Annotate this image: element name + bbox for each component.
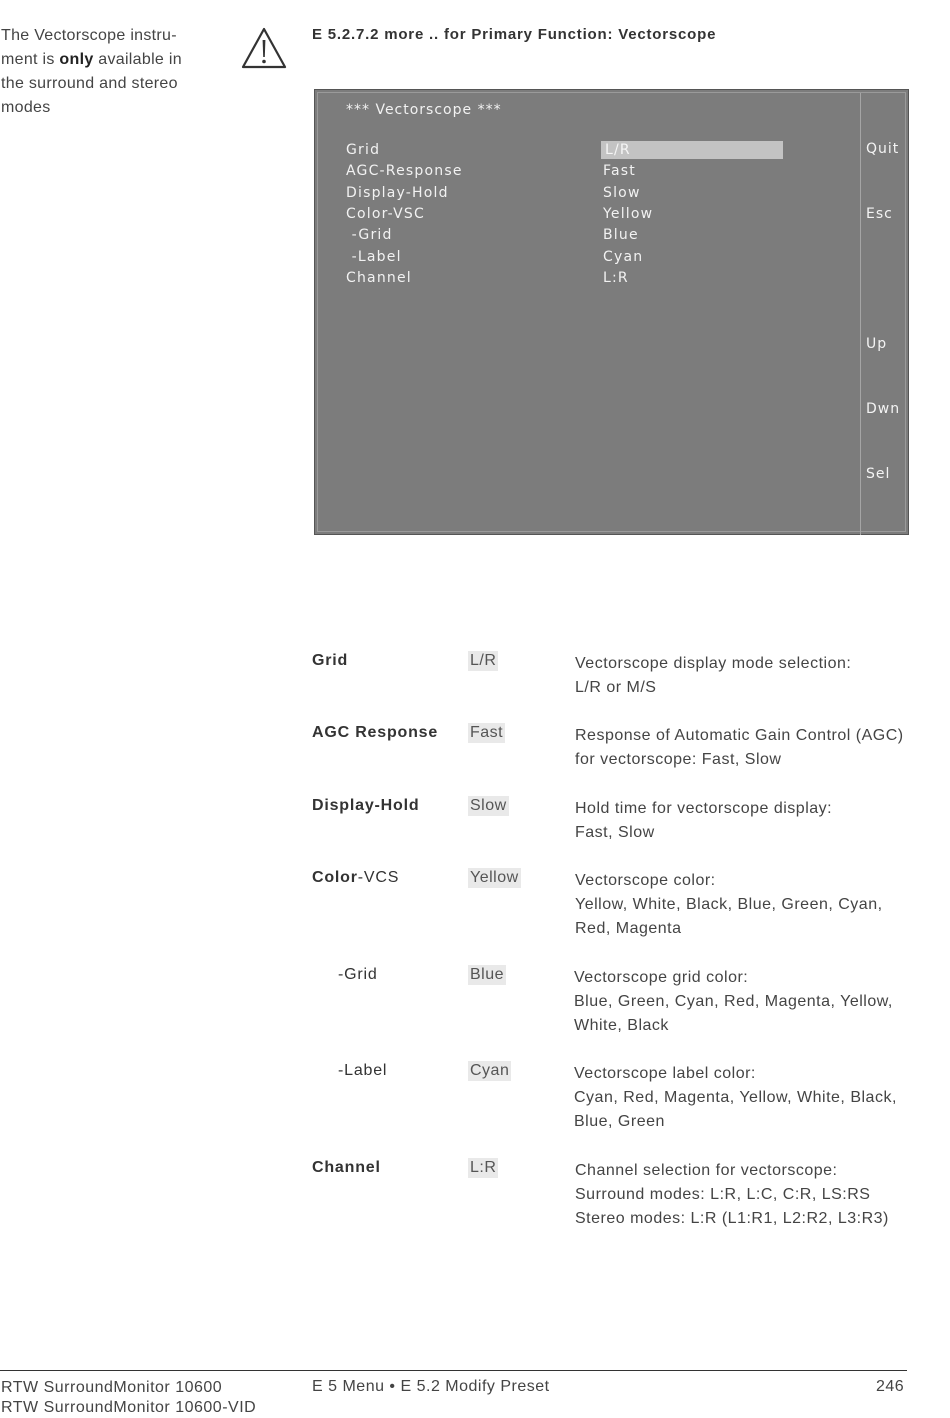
menu-row-value: Cyan [603, 248, 644, 265]
footer-product [1, 1378, 256, 1418]
parameter-name: Display-Hold [312, 797, 420, 814]
parameter-description [575, 797, 915, 845]
parameter-default-value: Fast [470, 724, 504, 741]
menu-row-value: Fast [603, 163, 636, 180]
softkey-down[interactable]: Dwn [866, 401, 901, 417]
description-line: Blue, Green [574, 1113, 665, 1130]
menu-row[interactable] [318, 163, 858, 184]
parameter-name: Color-VCS [312, 869, 400, 886]
description-line: Vectorscope label color: [574, 1065, 756, 1082]
side-note-line: the surround and stereo [1, 75, 178, 92]
parameter-name: -Label [338, 1062, 388, 1079]
softkey-esc[interactable]: Esc [866, 206, 893, 222]
menu-row-value: L/R [601, 141, 783, 159]
softkey-quit[interactable]: Quit [866, 141, 900, 157]
parameter-description [574, 1062, 914, 1134]
emphasis-only: only [59, 51, 94, 68]
parameter-default-value: Yellow [470, 869, 519, 886]
screen-frame [317, 92, 906, 532]
parameter-description [575, 1159, 915, 1231]
menu-row[interactable] [318, 270, 858, 291]
parameter-default-value: Cyan [470, 1062, 510, 1079]
menu-row-value: Blue [603, 227, 639, 244]
description-line: L/R or M/S [575, 679, 657, 696]
menu-row-label: Color-VSC [346, 205, 425, 222]
description-line: Vectorscope color: [575, 872, 716, 889]
side-note [1, 24, 211, 120]
menu-row-label: AGC-Response [346, 163, 463, 180]
softkey-up[interactable]: Up [866, 336, 888, 352]
menu-row-value: L:R [603, 269, 629, 286]
parameter-name: AGC Response [312, 724, 439, 741]
description-line: Yellow, White, Black, Blue, Green, Cyan, [575, 896, 883, 913]
parameter-description [575, 869, 915, 941]
description-line: Response of Automatic Gain Control (AGC) [575, 727, 904, 744]
parameter-default-value: Blue [470, 966, 505, 983]
description-line: Fast, Slow [575, 824, 655, 841]
description-line: Hold time for vectorscope display: [575, 800, 833, 817]
warning-icon [240, 26, 288, 70]
parameter-default-value: L:R [470, 1159, 497, 1176]
footer-product-name-vid: RTW SurroundMonitor 10600-VID [1, 1399, 257, 1416]
menu-row-label: -Grid [346, 227, 393, 244]
vectorscope-menu-screen [314, 89, 909, 535]
footer-breadcrumb: E 5 Menu • E 5.2 Modify Preset [312, 1378, 550, 1395]
description-line: White, Black [574, 1017, 669, 1034]
menu-row[interactable] [318, 249, 858, 270]
description-line: Surround modes: L:R, L:C, C:R, LS:RS [575, 1186, 871, 1203]
parameter-name: Channel [312, 1159, 381, 1176]
section-title: E 5.2.7.2 more .. for Primary Function: Vectorscope [312, 26, 717, 43]
menu-row-label: Grid [346, 142, 381, 158]
parameter-name: -Grid [338, 966, 378, 983]
parameter-default-value: L/R [470, 652, 497, 669]
screen-title: *** Vectorscope *** [346, 102, 502, 118]
description-line: Channel selection for vectorscope: [575, 1162, 838, 1179]
page-number: 246 [876, 1378, 905, 1395]
parameter-default-value: Slow [470, 797, 507, 814]
description-line: Cyan, Red, Magenta, Yellow, White, Black, [574, 1089, 897, 1106]
parameter-name: Grid [312, 652, 349, 669]
description-line: Vectorscope display mode selection: [575, 655, 852, 672]
menu-row[interactable] [318, 206, 858, 227]
description-line: Vectorscope grid color: [574, 969, 749, 986]
menu-row-value: Slow [603, 184, 641, 201]
description-line: Red, Magenta [575, 920, 682, 937]
menu-row-label: -Label [346, 248, 402, 265]
description-line: for vectorscope: Fast, Slow [575, 751, 782, 768]
menu-row[interactable] [318, 185, 858, 206]
parameter-description [575, 652, 915, 700]
parameter-description [575, 724, 915, 772]
footer-product-name: RTW SurroundMonitor 10600 [1, 1379, 223, 1396]
softkey-select[interactable]: Sel [866, 466, 891, 482]
side-note-line: ment is only available in [1, 51, 182, 68]
description-line: Blue, Green, Cyan, Red, Magenta, Yellow, [574, 993, 893, 1010]
menu-row-value: Yellow [603, 205, 654, 222]
menu-row[interactable] [318, 227, 858, 248]
footer-divider [0, 1370, 907, 1371]
menu-row[interactable] [318, 142, 858, 163]
parameter-description [574, 966, 914, 1038]
description-line: Stereo modes: L:R (L1:R1, L2:R2, L3:R3) [575, 1210, 889, 1227]
softkey-panel [860, 93, 909, 535]
menu-row-label: Display-Hold [346, 184, 449, 201]
side-note-line: The Vectorscope instru- [1, 27, 177, 44]
menu-row-label: Channel [346, 269, 412, 286]
side-note-line: modes [1, 99, 51, 116]
